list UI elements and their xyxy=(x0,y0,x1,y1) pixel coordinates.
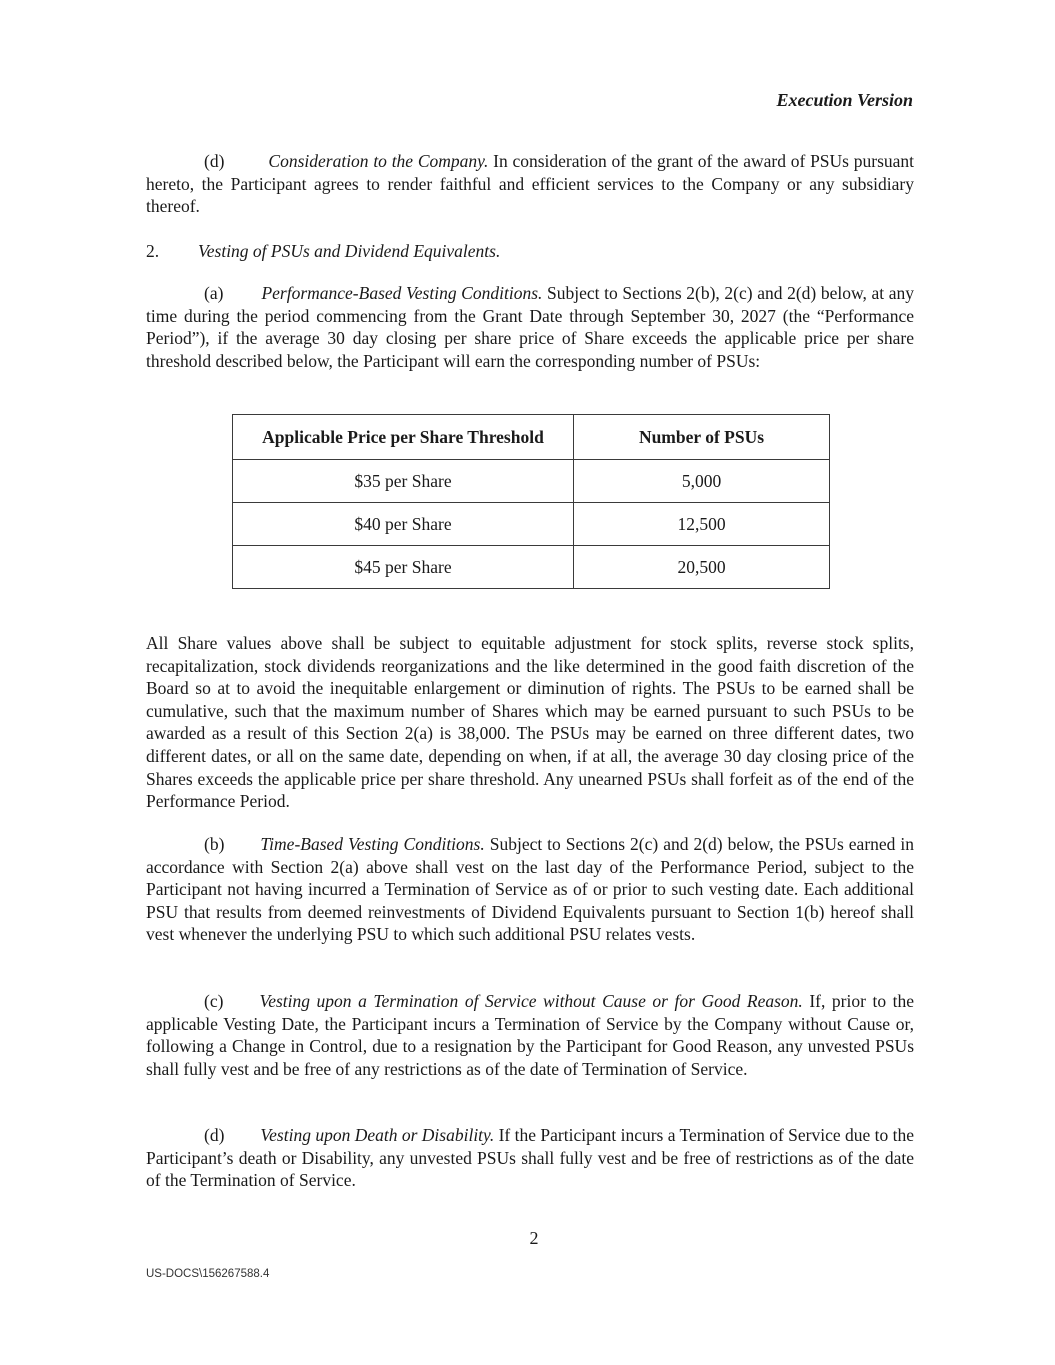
table-row xyxy=(233,503,830,546)
table-header-threshold: Applicable Price per Share Threshold xyxy=(233,415,574,460)
paragraph-label: (d) xyxy=(204,151,225,171)
paragraph-label: (c) xyxy=(204,991,224,1011)
section-2-heading xyxy=(146,240,500,262)
paragraph-label: (d) xyxy=(204,1125,225,1145)
paragraph-1d xyxy=(146,150,914,218)
paragraph-2d xyxy=(146,1124,914,1192)
paragraph-text: If the Participant incurs a Termination of Service due to the Participant’s death or Disability, any unvested PSUs shall fully vest and be free of restrictions as of the date of the Termination of Service. xyxy=(146,1125,915,1191)
table-cell-number: 20,500 xyxy=(574,546,830,589)
paragraph-text: All Share values above shall be subject to equitable adjustment for stock splits, reverse stock splits, recapitalization, stock dividends reorganizations and the like determined in the good faith discretion of the Board so at to avoid the inequitable enlargement or diminution of rights. The PSUs to be earned shall be cumulative, such that the maximum number of Shares which may be earned pursuant to such PSUs to be awarded as a result of this Section 2(a) is 38,000. The PSUs may be earned on three different dates, two different dates, or all on the same date, depending on when, if at all, the average 30 day closing price of the Shares exceeds the applicable price per share threshold. Any unearned PSUs shall forfeit as of the end of the Performance Period. xyxy=(146,633,914,812)
table-cell-threshold: $45 per Share xyxy=(233,546,574,589)
paragraph-title: Performance-Based Vesting Conditions. xyxy=(261,283,543,303)
table-cell-threshold: $35 per Share xyxy=(233,460,574,503)
paragraph-2a xyxy=(146,282,914,372)
paragraph-title: Vesting upon Death or Disability. xyxy=(260,1125,495,1145)
section-title: Vesting of PSUs and Dividend Equivalents. xyxy=(198,241,501,261)
page-number: 2 xyxy=(529,1228,539,1248)
paragraph-text: Subject to Sections 2(c) and 2(d) below, the PSUs earned in accordance with Section 2(a) above shall vest on the last day of the Performance Period, subject to the Participant not having incurred a Termination of Service as of or prior to such vesting date. Each additional PSU that results from deemed reinvestments of Dividend Equivalents pursuant to Section 1(b) hereof shall vest whenever the underlying PSU to which such additional PSU relates vests. xyxy=(146,834,915,945)
paragraph-share-values xyxy=(146,632,914,813)
paragraph-2b xyxy=(146,833,914,946)
table-row xyxy=(233,546,830,589)
table-row xyxy=(233,460,830,503)
table-cell-threshold: $40 per Share xyxy=(233,503,574,546)
section-number: 2. xyxy=(146,241,160,261)
price-threshold-table xyxy=(232,414,830,589)
table-cell-number: 12,500 xyxy=(574,503,830,546)
paragraph-title: Consideration to the Company. xyxy=(268,151,489,171)
paragraph-title: Vesting upon a Termination of Service without Cause or for Good Reason. xyxy=(259,991,803,1011)
paragraph-text: Subject to Sections 2(b), 2(c) and 2(d) below, at any time during the period commencing from the Grant Date through September 30, 2027 (the “Performance Period”), if the average 30 day closing per share price of Share exceeds the applicable price per share threshold described below, the Participant will earn the corresponding number of PSUs: xyxy=(146,283,915,371)
table-header-row xyxy=(233,415,830,460)
document-id: US-DOCS\156267588.4 xyxy=(146,1268,270,1280)
paragraph-label: (b) xyxy=(204,834,225,854)
table-cell-number: 5,000 xyxy=(574,460,830,503)
paragraph-text: If, prior to the applicable Vesting Date, the Participant incurs a Termination of Service by the Company without Cause or, following a Change in Control, due to a resignation by the Participant for Good Reason, any unvested PSUs shall fully vest and be free of any restrictions as of the date of Termination of Service. xyxy=(146,991,914,1079)
paragraph-2c xyxy=(146,990,914,1080)
paragraph-label: (a) xyxy=(204,283,224,303)
execution-version-header: Execution Version xyxy=(776,90,913,110)
paragraph-text: In consideration of the grant of the award of PSUs pursuant hereto, the Participant agrees to render faithful and efficient services to the Company or any subsidiary thereof. xyxy=(146,151,915,217)
paragraph-title: Time-Based Vesting Conditions. xyxy=(260,834,485,854)
table-header-number: Number of PSUs xyxy=(574,415,830,460)
